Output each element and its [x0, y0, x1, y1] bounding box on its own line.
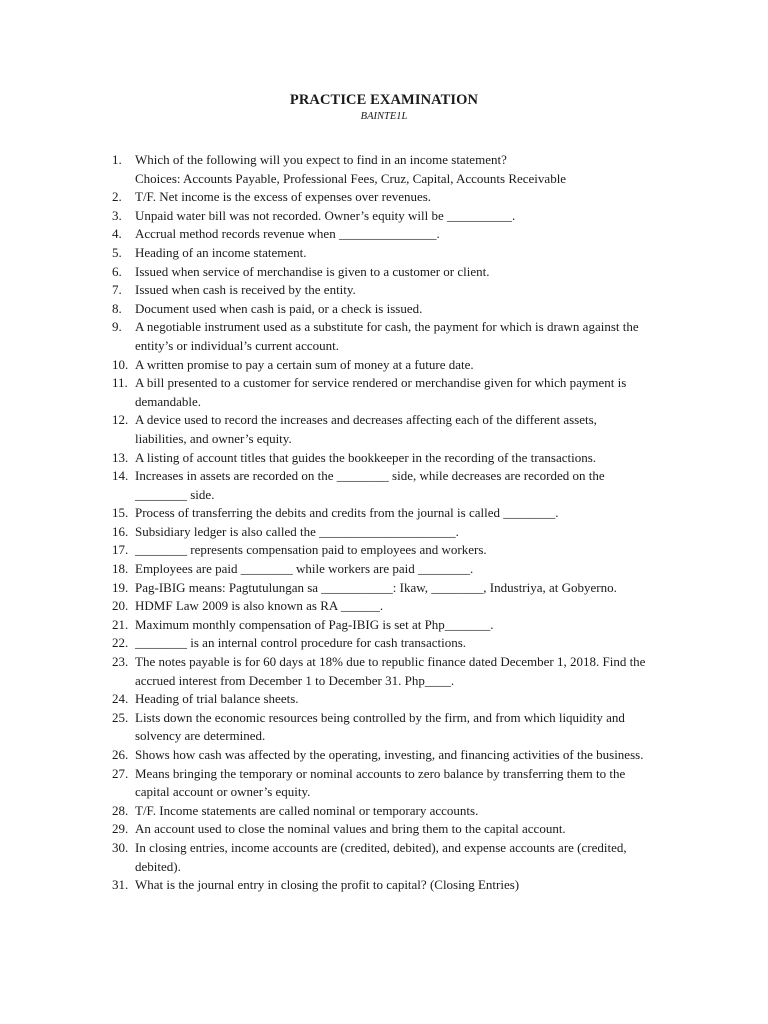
question-text	[135, 300, 690, 319]
question-text	[135, 188, 690, 207]
question-item	[100, 802, 690, 821]
question-number: 29.	[112, 821, 129, 837]
question-text	[135, 374, 690, 411]
question-item	[100, 765, 690, 802]
question-item	[100, 207, 690, 226]
question-text-line: Pag-IBIG means: Pagtutulungan sa ___________: Ikaw, ________, Industriya, at Gobyerno.	[135, 579, 617, 595]
question-text-line: A negotiable instrument used as a substitute for cash, the payment for which is drawn against the	[135, 319, 639, 335]
question-item	[100, 151, 690, 188]
question-number: 12.	[112, 412, 129, 428]
question-number: 26.	[112, 747, 129, 762]
question-item	[100, 449, 690, 468]
question-text-line: What is the journal entry in closing the profit to capital? (Closing Entries)	[135, 877, 520, 893]
question-text-line: Choices: Accounts Payable, Professional Fees, Cruz, Capital, Accounts Receivable	[135, 170, 567, 186]
page-subtitle: BAINTE1L	[360, 111, 408, 122]
question-item	[100, 523, 690, 542]
question-number: 27.	[112, 765, 129, 781]
question-text	[135, 876, 690, 895]
question-text-line: A listing of account titles that guides the bookkeeper in the recording of the transactions.	[135, 449, 597, 465]
question-text	[135, 318, 690, 355]
question-number: 16.	[112, 523, 129, 539]
question-number: 1.	[112, 152, 122, 167]
question-text	[135, 597, 690, 616]
question-item	[100, 467, 690, 504]
question-text-line: A bill presented to a customer for service rendered or merchandise given for which payment is	[135, 375, 627, 391]
question-number: 23.	[112, 654, 129, 670]
question-list	[100, 151, 690, 895]
question-text-line: The notes payable is for 60 days at 18% due to republic finance dated December 1, 2018. Find the	[135, 654, 646, 670]
question-text-line: solvency are determined.	[135, 728, 266, 744]
question-text-line: Subsidiary ledger is also called the _____________________.	[135, 523, 459, 539]
question-text	[135, 820, 690, 839]
question-number: 5.	[112, 244, 122, 260]
question-number: 14.	[112, 468, 129, 484]
question-item	[100, 579, 690, 598]
question-text	[135, 244, 690, 263]
question-text-line: liabilities, and owner’s equity.	[135, 430, 292, 446]
question-text-line: Unpaid water bill was not recorded. Owner’s equity will be __________.	[135, 207, 516, 223]
question-text	[135, 281, 690, 300]
question-text-line: debited).	[135, 858, 181, 874]
question-text-line: T/F. Income statements are called nominal or temporary accounts.	[135, 802, 479, 818]
question-item	[100, 188, 690, 207]
question-text-line: Shows how cash was affected by the operating, investing, and financing activities of the business.	[135, 747, 644, 762]
question-number: 18.	[112, 561, 129, 577]
question-item	[100, 356, 690, 375]
question-text-line: A written promise to pay a certain sum of money at a future date.	[135, 356, 474, 372]
question-item	[100, 504, 690, 523]
question-text-line: ________ side.	[135, 486, 215, 502]
question-text-line: Increases in assets are recorded on the ________ side, while decreases are recorded on the	[135, 468, 605, 484]
question-item	[100, 839, 690, 876]
question-text	[135, 411, 690, 448]
question-text	[135, 356, 690, 375]
question-item	[100, 653, 690, 690]
question-item	[100, 225, 690, 244]
question-number: 15.	[112, 505, 129, 521]
question-item	[100, 709, 690, 746]
question-number: 31.	[112, 877, 129, 893]
question-number: 24.	[112, 691, 129, 707]
question-text	[135, 207, 690, 226]
question-text-line: A device used to record the increases and decreases affecting each of the different assets,	[135, 412, 597, 428]
question-text-line: demandable.	[135, 393, 202, 409]
question-text-line: Lists down the economic resources being controlled by the firm, and from which liquidity and	[135, 709, 625, 725]
question-text	[135, 634, 690, 653]
question-text-line: An account used to close the nominal values and bring them to the capital account.	[135, 821, 566, 837]
question-text	[135, 746, 690, 765]
question-number: 19.	[112, 579, 129, 595]
question-text-line: T/F. Net income is the excess of expenses over revenues.	[135, 189, 432, 205]
question-item	[100, 263, 690, 282]
question-text	[135, 225, 690, 244]
question-item	[100, 876, 690, 895]
question-text	[135, 541, 690, 560]
question-text-line: Issued when cash is received by the entity.	[135, 282, 356, 298]
question-item	[100, 597, 690, 616]
question-number: 6.	[112, 263, 122, 279]
question-number: 7.	[112, 282, 122, 298]
question-text-line: Which of the following will you expect to find in an income statement?	[135, 152, 507, 167]
question-text	[135, 523, 690, 542]
question-text-line: accrued interest from December 1 to December 31. Php____.	[135, 672, 455, 688]
question-item	[100, 281, 690, 300]
question-text-line: Accrual method records revenue when _______________.	[135, 226, 440, 242]
question-number: 17.	[112, 542, 129, 558]
question-item	[100, 616, 690, 635]
question-item	[100, 374, 690, 411]
question-item	[100, 244, 690, 263]
question-item	[100, 560, 690, 579]
question-text	[135, 504, 690, 523]
question-item	[100, 541, 690, 560]
question-number: 20.	[112, 598, 129, 614]
question-text	[135, 690, 690, 709]
page-title: PRACTICE EXAMINATION	[289, 92, 479, 108]
question-number: 2.	[112, 189, 122, 205]
question-text	[135, 579, 690, 598]
question-item	[100, 690, 690, 709]
question-text	[135, 802, 690, 821]
question-item	[100, 746, 690, 765]
question-text	[135, 449, 690, 468]
question-number: 10.	[112, 356, 129, 372]
question-text	[135, 709, 690, 746]
question-number: 9.	[112, 319, 122, 335]
question-text-line: ________ is an internal control procedure for cash transactions.	[135, 635, 467, 651]
question-text-line: ________ represents compensation paid to employees and workers.	[135, 542, 487, 558]
question-text-line: In closing entries, income accounts are (credited, debited), and expense accounts are (credited,	[135, 839, 627, 855]
question-number: 11.	[112, 375, 128, 391]
question-item	[100, 634, 690, 653]
question-text-line: Heading of trial balance sheets.	[135, 691, 299, 707]
question-text-line: capital account or owner’s equity.	[135, 784, 311, 800]
question-text-line: HDMF Law 2009 is also known as RA ______.	[135, 598, 384, 614]
question-item	[100, 300, 690, 319]
question-text-line: Employees are paid ________ while workers are paid ________.	[135, 561, 474, 577]
question-number: 28.	[112, 802, 129, 818]
question-number: 21.	[112, 616, 129, 632]
question-text-line: Means bringing the temporary or nominal accounts to zero balance by transferring them to the	[135, 765, 626, 781]
question-text-line: entity’s or individual’s current account.	[135, 337, 339, 353]
question-number: 4.	[112, 226, 122, 242]
question-number: 25.	[112, 709, 129, 725]
question-text	[135, 653, 690, 690]
question-number: 13.	[112, 449, 129, 465]
question-text-line: Process of transferring the debits and credits from the journal is called ________.	[135, 505, 559, 521]
question-text-line: Maximum monthly compensation of Pag-IBIG is set at Php_______.	[135, 616, 494, 632]
question-text-line: Heading of an income statement.	[135, 244, 307, 260]
question-text	[135, 467, 690, 504]
question-text	[135, 560, 690, 579]
question-text	[135, 151, 690, 188]
question-number: 30.	[112, 839, 129, 855]
question-text	[135, 263, 690, 282]
question-item	[100, 411, 690, 448]
question-text	[135, 616, 690, 635]
question-number: 22.	[112, 635, 129, 651]
question-text-line: Document used when cash is paid, or a check is issued.	[135, 300, 423, 316]
question-text	[135, 765, 690, 802]
question-number: 3.	[112, 207, 122, 223]
question-item	[100, 318, 690, 355]
question-text-line: Issued when service of merchandise is given to a customer or client.	[135, 263, 490, 279]
question-item	[100, 820, 690, 839]
question-text	[135, 839, 690, 876]
question-number: 8.	[112, 300, 122, 316]
